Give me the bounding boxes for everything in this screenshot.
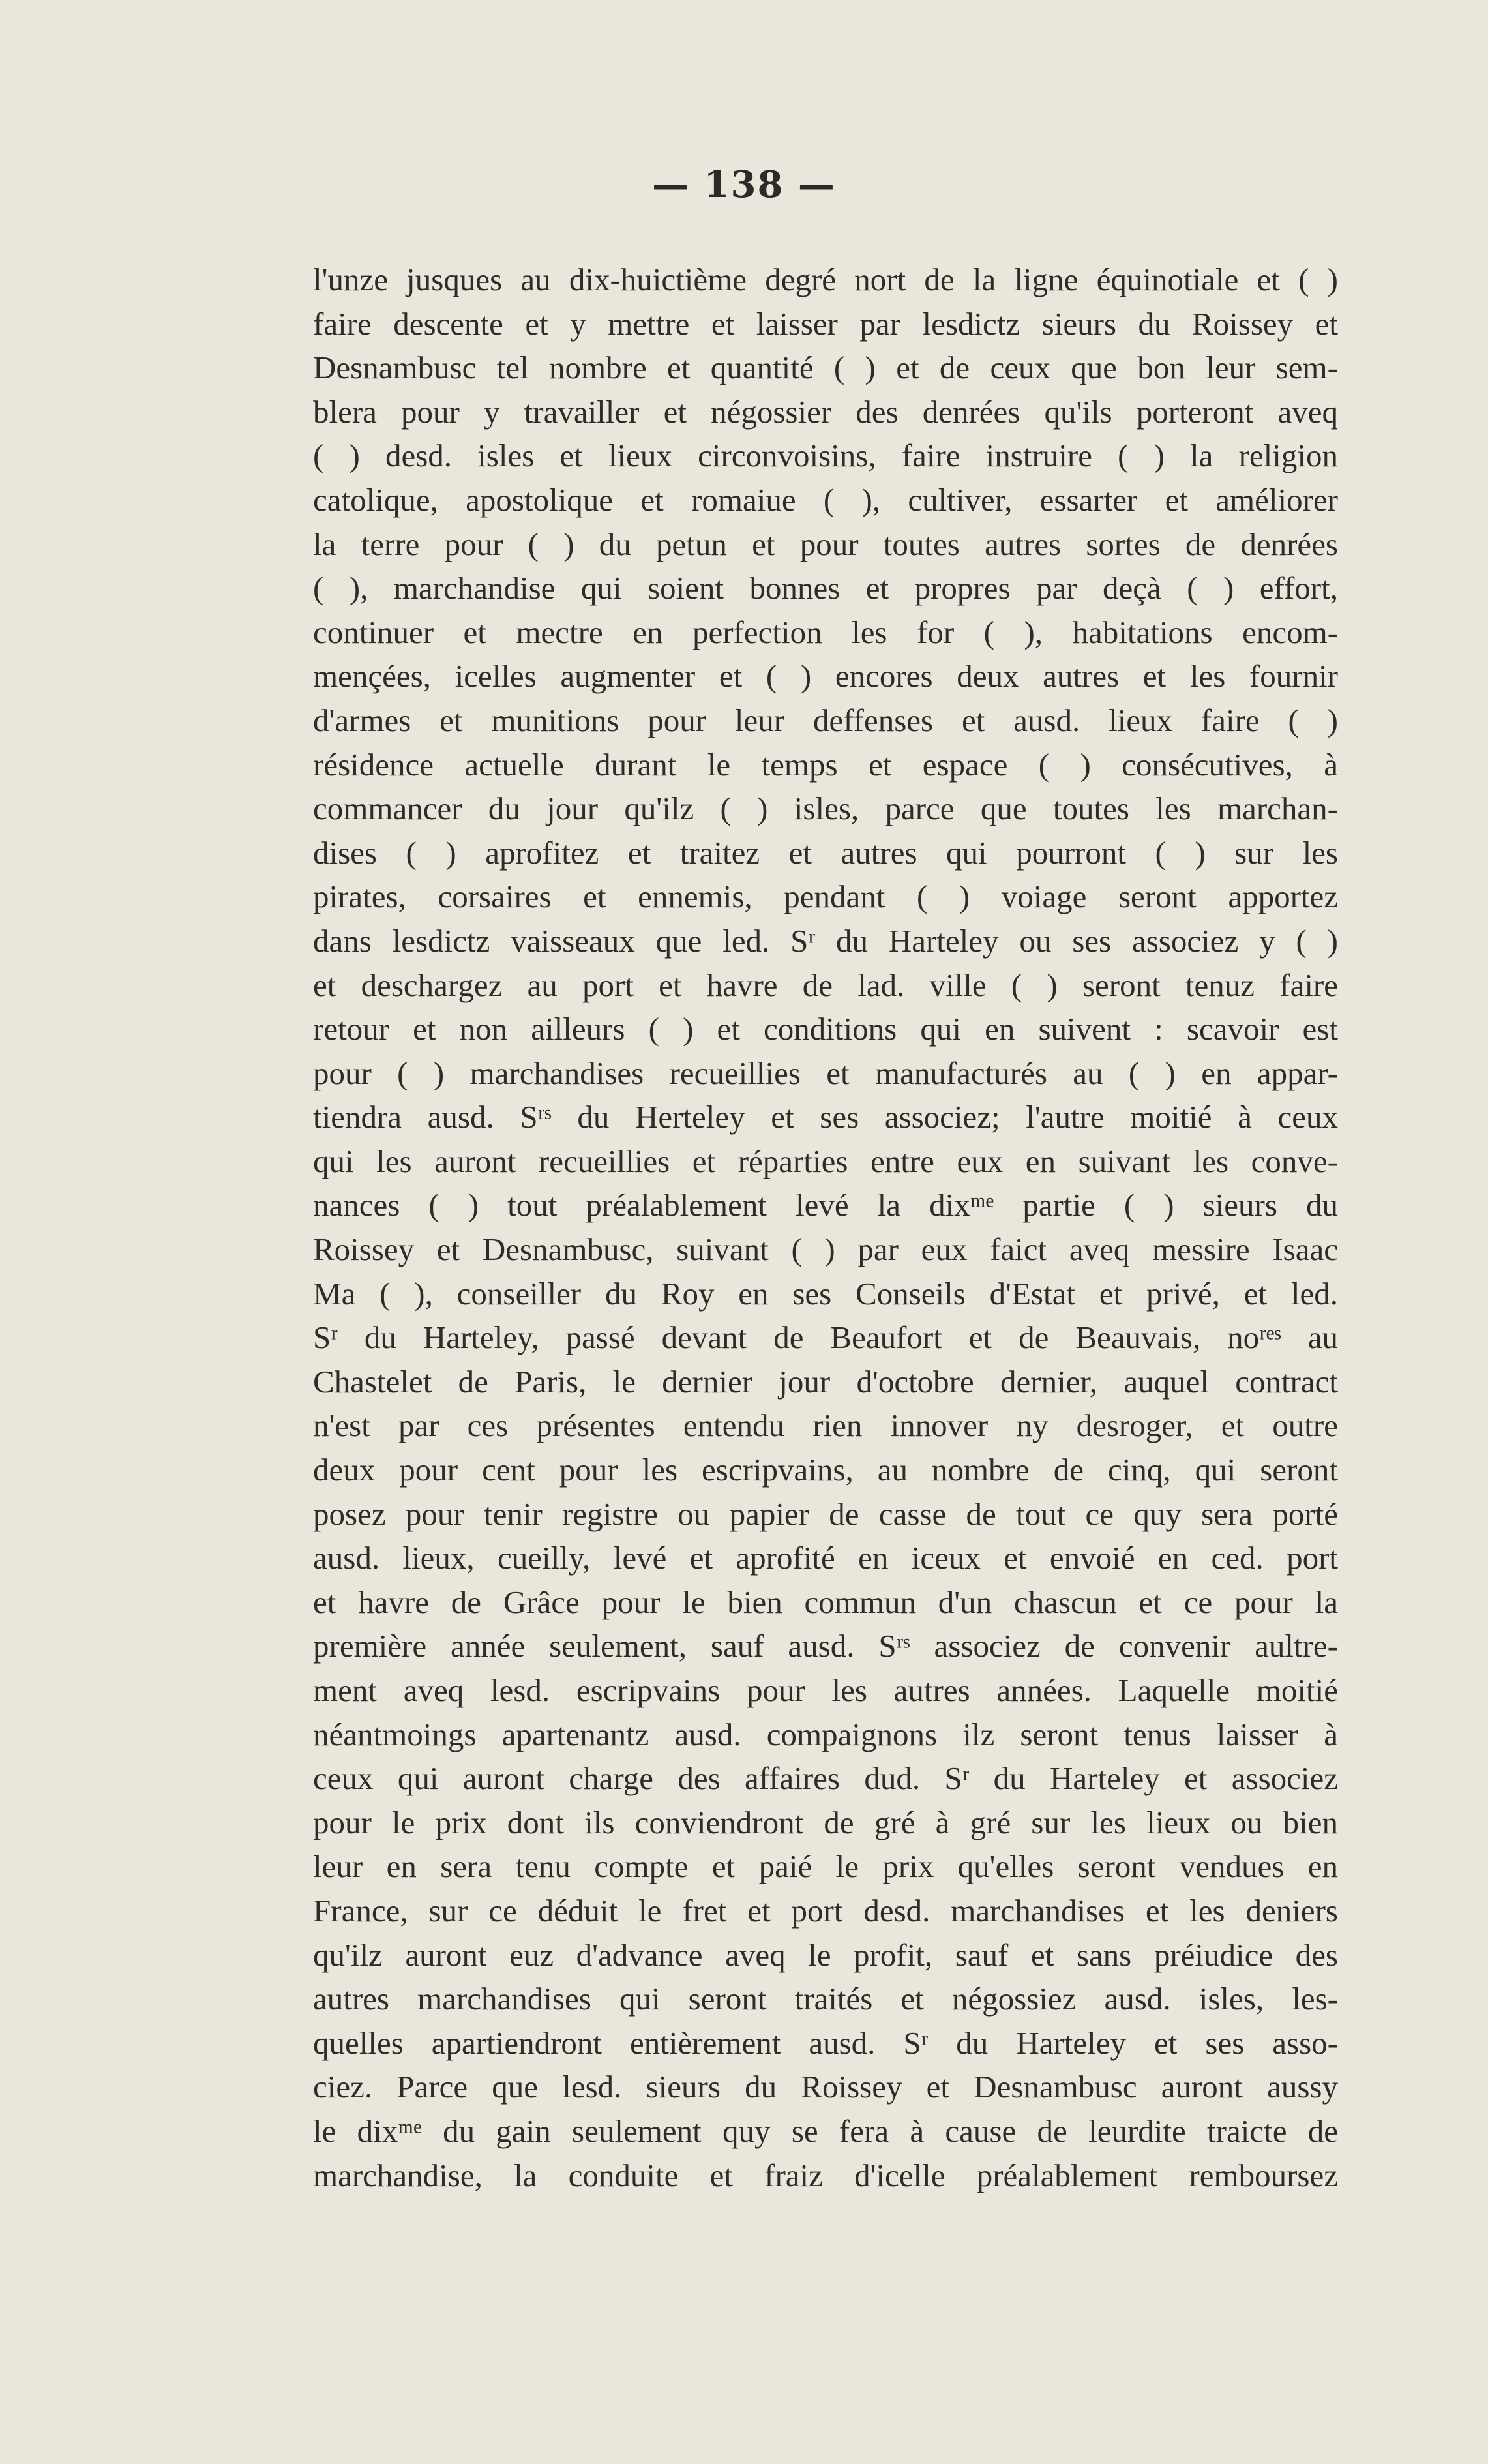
text-line: marchandise, la conduite et fraiz d'icelle préalablement remboursez [313, 2157, 1338, 2193]
text-line: Ma ( ), conseiller du Roy en ses Conseils d'Estat et privé, et led. [313, 1275, 1338, 1312]
text-line: et havre de Grâce pour le bien commun d'un chascun et ce pour la [313, 1584, 1338, 1620]
text-line: dises ( ) aprofitez et traitez et autres qui pourront ( ) sur les [313, 834, 1338, 871]
text-line: première année seulement, sauf ausd. Sʳˢ associez de convenir aultre- [313, 1628, 1338, 1664]
text-line: Sʳ du Harteley, passé devant de Beaufort et de Beauvais, noʳᵉˢ au [313, 1319, 1338, 1356]
text-line: quelles apartiendront entièrement ausd. Sʳ du Harteley et ses asso- [313, 2024, 1338, 2061]
text-line: ment aveq lesd. escripvains pour les autres années. Laquelle moitié [313, 1672, 1338, 1708]
text-line: l'unze jusques au dix-huictième degré nort de la ligne équinotiale et ( ) [313, 262, 1338, 297]
text-line: ciez. Parce que lesd. sieurs du Roissey et Desnambusc auront aussy [313, 2069, 1338, 2105]
text-line: continuer et mectre en perfection les for ( ), habitations encom- [313, 614, 1338, 650]
text-line: nances ( ) tout préalablement levé la dixᵐᵉ partie ( ) sieurs du [313, 1187, 1338, 1224]
text-line: n'est par ces présentes entendu rien innover ny desroger, et outre [313, 1407, 1338, 1444]
text-line: qu'ilz auront euz d'advance aveq le profit, sauf et sans préiudice des [313, 1936, 1338, 1973]
text-line: d'armes et munitions pour leur deffenses et ausd. lieux faire ( ) [313, 702, 1338, 738]
text-line: résidence actuelle durant le temps et espace ( ) consécutives, à [313, 746, 1338, 783]
text-line: commancer du jour qu'ilz ( ) isles, parce que toutes les marchan- [313, 790, 1338, 827]
text-line: blera pour y travailler et négossier des denrées qu'ils porteront aveq [313, 393, 1338, 430]
text-line: catolique, apostolique et romaiue ( ), cultiver, essarter et améliorer [313, 481, 1338, 518]
page-number: — 138 — [652, 163, 836, 206]
text-line: posez pour tenir registre ou papier de casse de tout ce quy sera porté [313, 1495, 1338, 1532]
text-line: leur en sera tenu compte et paié le prix qu'elles seront vendues en [313, 1848, 1338, 1885]
text-line: néantmoings apartenantz ausd. compaignons ilz seront tenus laisser à [313, 1716, 1338, 1752]
text-line: dans lesdictz vaisseaux que led. Sʳ du Harteley ou ses associez y ( ) [313, 922, 1338, 959]
text-line: Chastelet de Paris, le dernier jour d'octobre dernier, auquel contract [313, 1363, 1338, 1400]
body-text [313, 258, 1338, 2197]
text-line: faire descente et y mettre et laisser par lesdictz sieurs du Roissey et [313, 305, 1338, 342]
text-line: Desnambusc tel nombre et quantité ( ) et de ceux que bon leur sem- [313, 350, 1338, 386]
text-line: retour et non ailleurs ( ) et conditions qui en suivent : scavoir est [313, 1011, 1338, 1047]
text-line: ausd. lieux, cueilly, levé et aprofité en iceux et envoié en ced. port [313, 1540, 1338, 1576]
text-line: tiendra ausd. Sʳˢ du Herteley et ses associez; l'autre moitié à ceux [313, 1099, 1338, 1135]
text-line: et deschargez au port et havre de lad. ville ( ) seront tenuz faire [313, 967, 1338, 1003]
text-line: pour le prix dont ils conviendront de gré à gré sur les lieux ou bien [313, 1804, 1338, 1840]
text-line: le dixᵐᵉ du gain seulement quy se fera à cause de leurdite traicte de [313, 2112, 1338, 2149]
text-line: ( ), marchandise qui soient bonnes et propres par deçà ( ) effort, [313, 570, 1338, 607]
text-line: pour ( ) marchandises recueillies et manufacturés au ( ) en appar- [313, 1055, 1338, 1091]
text-line: pirates, corsaires et ennemis, pendant ( ) voiage seront apportez [313, 879, 1338, 915]
text-line: ( ) desd. isles et lieux circonvoisins, faire instruire ( ) la religion [313, 438, 1338, 474]
text-line: qui les auront recueillies et réparties entre eux en suivant les conve- [313, 1143, 1338, 1179]
text-line: deux pour cent pour les escripvains, au nombre de cinq, qui seront [313, 1452, 1338, 1488]
text-line: France, sur ce déduit le fret et port desd. marchandises et les deniers [313, 1892, 1338, 1929]
text-line: ceux qui auront charge des affaires dud. Sʳ du Harteley et associez [313, 1760, 1338, 1797]
text-line: Roissey et Desnambusc, suivant ( ) par eux faict aveq messire Isaac [313, 1231, 1338, 1268]
text-line: mençées, icelles augmenter et ( ) encores deux autres et les fournir [313, 658, 1338, 695]
text-line: la terre pour ( ) du petun et pour toutes autres sortes de denrées [313, 526, 1338, 562]
text-line: autres marchandises qui seront traités et négossiez ausd. isles, les- [313, 1981, 1338, 2017]
